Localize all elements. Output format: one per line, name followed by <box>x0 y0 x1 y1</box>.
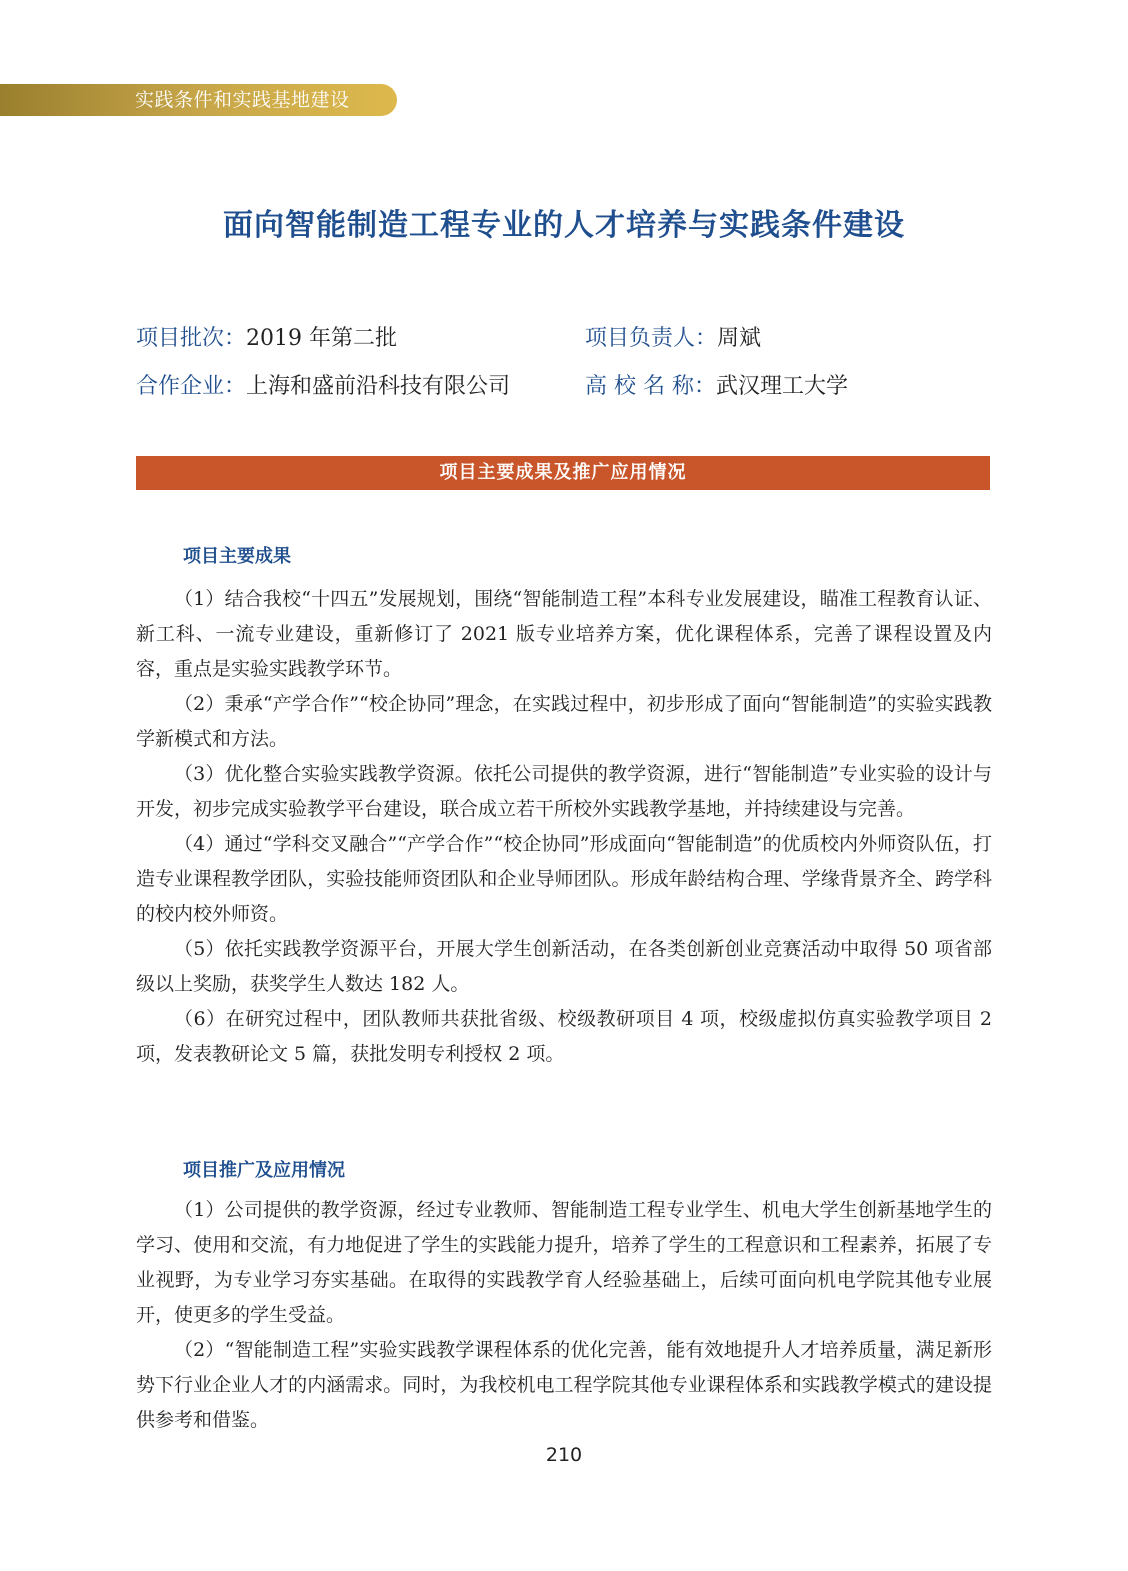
results-paragraph: （4）通过“学科交叉融合”“产学合作”“校企协同”形成面向“智能制造”的优质校内外师资队伍，打造专业课程教学团队，实验技能师资团队和企业导师团队。形成年龄结构合理、学缘背景齐全、跨学科的校内校外师资。 <box>136 833 992 925</box>
school-label: 高 校 名 称： <box>585 374 716 399</box>
leader-value: 周斌 <box>717 326 762 351</box>
school-value: 武汉理工大学 <box>715 374 848 399</box>
batch-label: 项目批次： <box>136 326 247 351</box>
section-bar: 项目主要成果及推广应用情况 <box>136 456 990 490</box>
meta-row-leader <box>585 324 761 354</box>
batch-value: 2019 年第二批 <box>246 326 397 351</box>
meta-row-school <box>585 372 848 402</box>
results-body <box>136 582 992 1072</box>
leader-label: 项目负责人： <box>585 326 718 351</box>
results-paragraph: （5）依托实践教学资源平台，开展大学生创新活动，在各类创新创业竞赛活动中取得 50 项省部级以上奖励，获奖学生人数达 182 人。 <box>136 938 992 995</box>
results-paragraph: （3）优化整合实验实践教学资源。依托公司提供的教学资源，进行“智能制造”专业实验的设计与开发，初步完成实验教学平台建设，联合成立若干所校外实践教学基地，并持续建设与完善。 <box>136 763 992 820</box>
results-paragraph: （6）在研究过程中，团队教师共获批省级、校级教研项目 4 项，校级虚拟仿真实验教学项目 2 项，发表教研论文 5 篇，获批发明专利授权 2 项。 <box>136 1008 992 1065</box>
promotion-heading: 项目推广及应用情况 <box>183 1160 345 1181</box>
promotion-paragraph: （1）公司提供的教学资源，经过专业教师、智能制造工程专业学生、机电大学生创新基地学生的学习、使用和交流，有力地促进了学生的实践能力提升，培养了学生的工程意识和工程素养，拓展了专业视野，为专业学习夯实基础。在取得的实践教学育人经验基础上，后续可面向机电学院其他专业展开，使更多的学生受益。 <box>136 1199 992 1326</box>
results-paragraph: （1）结合我校“十四五”发展规划，围绕“智能制造工程”本科专业发展建设，瞄准工程教育认证、新工科、一流专业建设，重新修订了 2021 版专业培养方案，优化课程体系，完善了课程设置及内容，重点是实验实践教学环节。 <box>136 588 992 680</box>
results-paragraph: （2）秉承“产学合作”“校企协同”理念，在实践过程中，初步形成了面向“智能制造”的实验实践教学新模式和方法。 <box>136 693 992 750</box>
company-value: 上海和盛前沿科技有限公司 <box>246 374 511 399</box>
page-title: 面向智能制造工程专业的人才培养与实践条件建设 <box>223 208 905 243</box>
results-heading: 项目主要成果 <box>183 546 291 567</box>
page-number: 210 <box>545 1444 583 1466</box>
promotion-paragraph: （2）“智能制造工程”实验实践教学课程体系的优化完善，能有效地提升人才培养质量，满足新形势下行业企业人才的内涵需求。同时，为我校机电工程学院其他专业课程体系和实践教学模式的建设提供参考和借鉴。 <box>136 1339 992 1431</box>
company-label: 合作企业： <box>136 374 247 399</box>
section-label: 实践条件和实践基地建设 <box>135 89 350 111</box>
meta-row-batch <box>136 324 397 354</box>
meta-row-company <box>136 372 510 402</box>
promotion-body <box>136 1193 992 1438</box>
